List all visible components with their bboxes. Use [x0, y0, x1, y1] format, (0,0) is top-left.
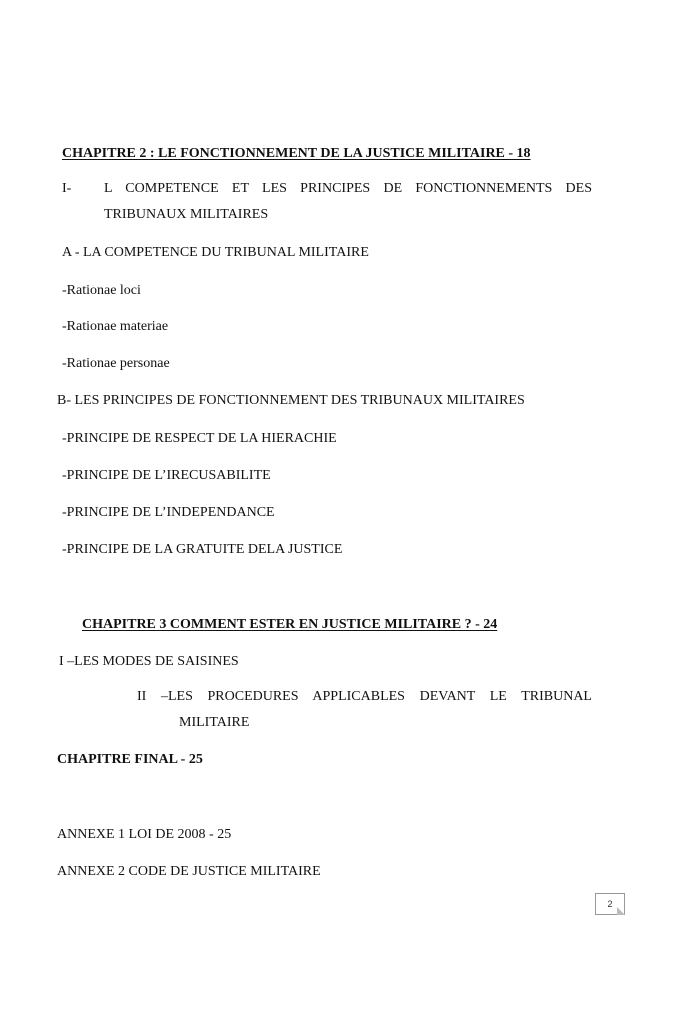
list-item: -PRINCIPE DE RESPECT DE LA HIERACHIE	[62, 431, 337, 446]
chapter-2-title: CHAPITRE 2 : LE FONCTIONNEMENT DE LA JUSTICE MILITAIRE - 18	[62, 146, 531, 161]
chapter-3-title: CHAPITRE 3 COMMENT ESTER EN JUSTICE MILITAIRE ? - 24	[82, 617, 498, 632]
list-item: -Rationae personae	[62, 356, 170, 371]
list-item: -PRINCIPE DE L’INDEPENDANCE	[62, 505, 275, 520]
section-modes: I –LES MODES DE SAISINES	[59, 654, 239, 669]
page-number-box	[595, 893, 625, 915]
page-number: 2	[607, 899, 613, 909]
page-fold-icon	[617, 907, 625, 915]
annex-1: ANNEXE 1 LOI DE 2008 - 25	[57, 827, 232, 842]
section-title-continued: TRIBUNAUX MILITAIRES	[104, 207, 269, 222]
list-item: -PRINCIPE DE LA GRATUITE DELA JUSTICE	[62, 542, 343, 557]
subsection-b: B- LES PRINCIPES DE FONCTIONNEMENT DES TRIBUNAUX MILITAIRES	[57, 393, 525, 408]
section-procedures-continued: MILITAIRE	[179, 715, 250, 730]
list-item: -Rationae loci	[62, 283, 141, 298]
section-number: I-	[62, 181, 72, 196]
annex-2: ANNEXE 2 CODE DE JUSTICE MILITAIRE	[57, 864, 321, 879]
subsection-a: A - LA COMPETENCE DU TRIBUNAL MILITAIRE	[62, 245, 369, 260]
list-item: -Rationae materiae	[62, 319, 169, 334]
final-chapter-title: CHAPITRE FINAL - 25	[57, 752, 203, 767]
section-title: L COMPETENCE ET LES PRINCIPES DE FONCTIONNEMENTS DES	[104, 181, 592, 196]
section-procedures: II –LES PROCEDURES APPLICABLES DEVANT LE TRIBUNAL	[137, 689, 592, 704]
list-item: -PRINCIPE DE L’IRECUSABILITE	[62, 468, 271, 483]
